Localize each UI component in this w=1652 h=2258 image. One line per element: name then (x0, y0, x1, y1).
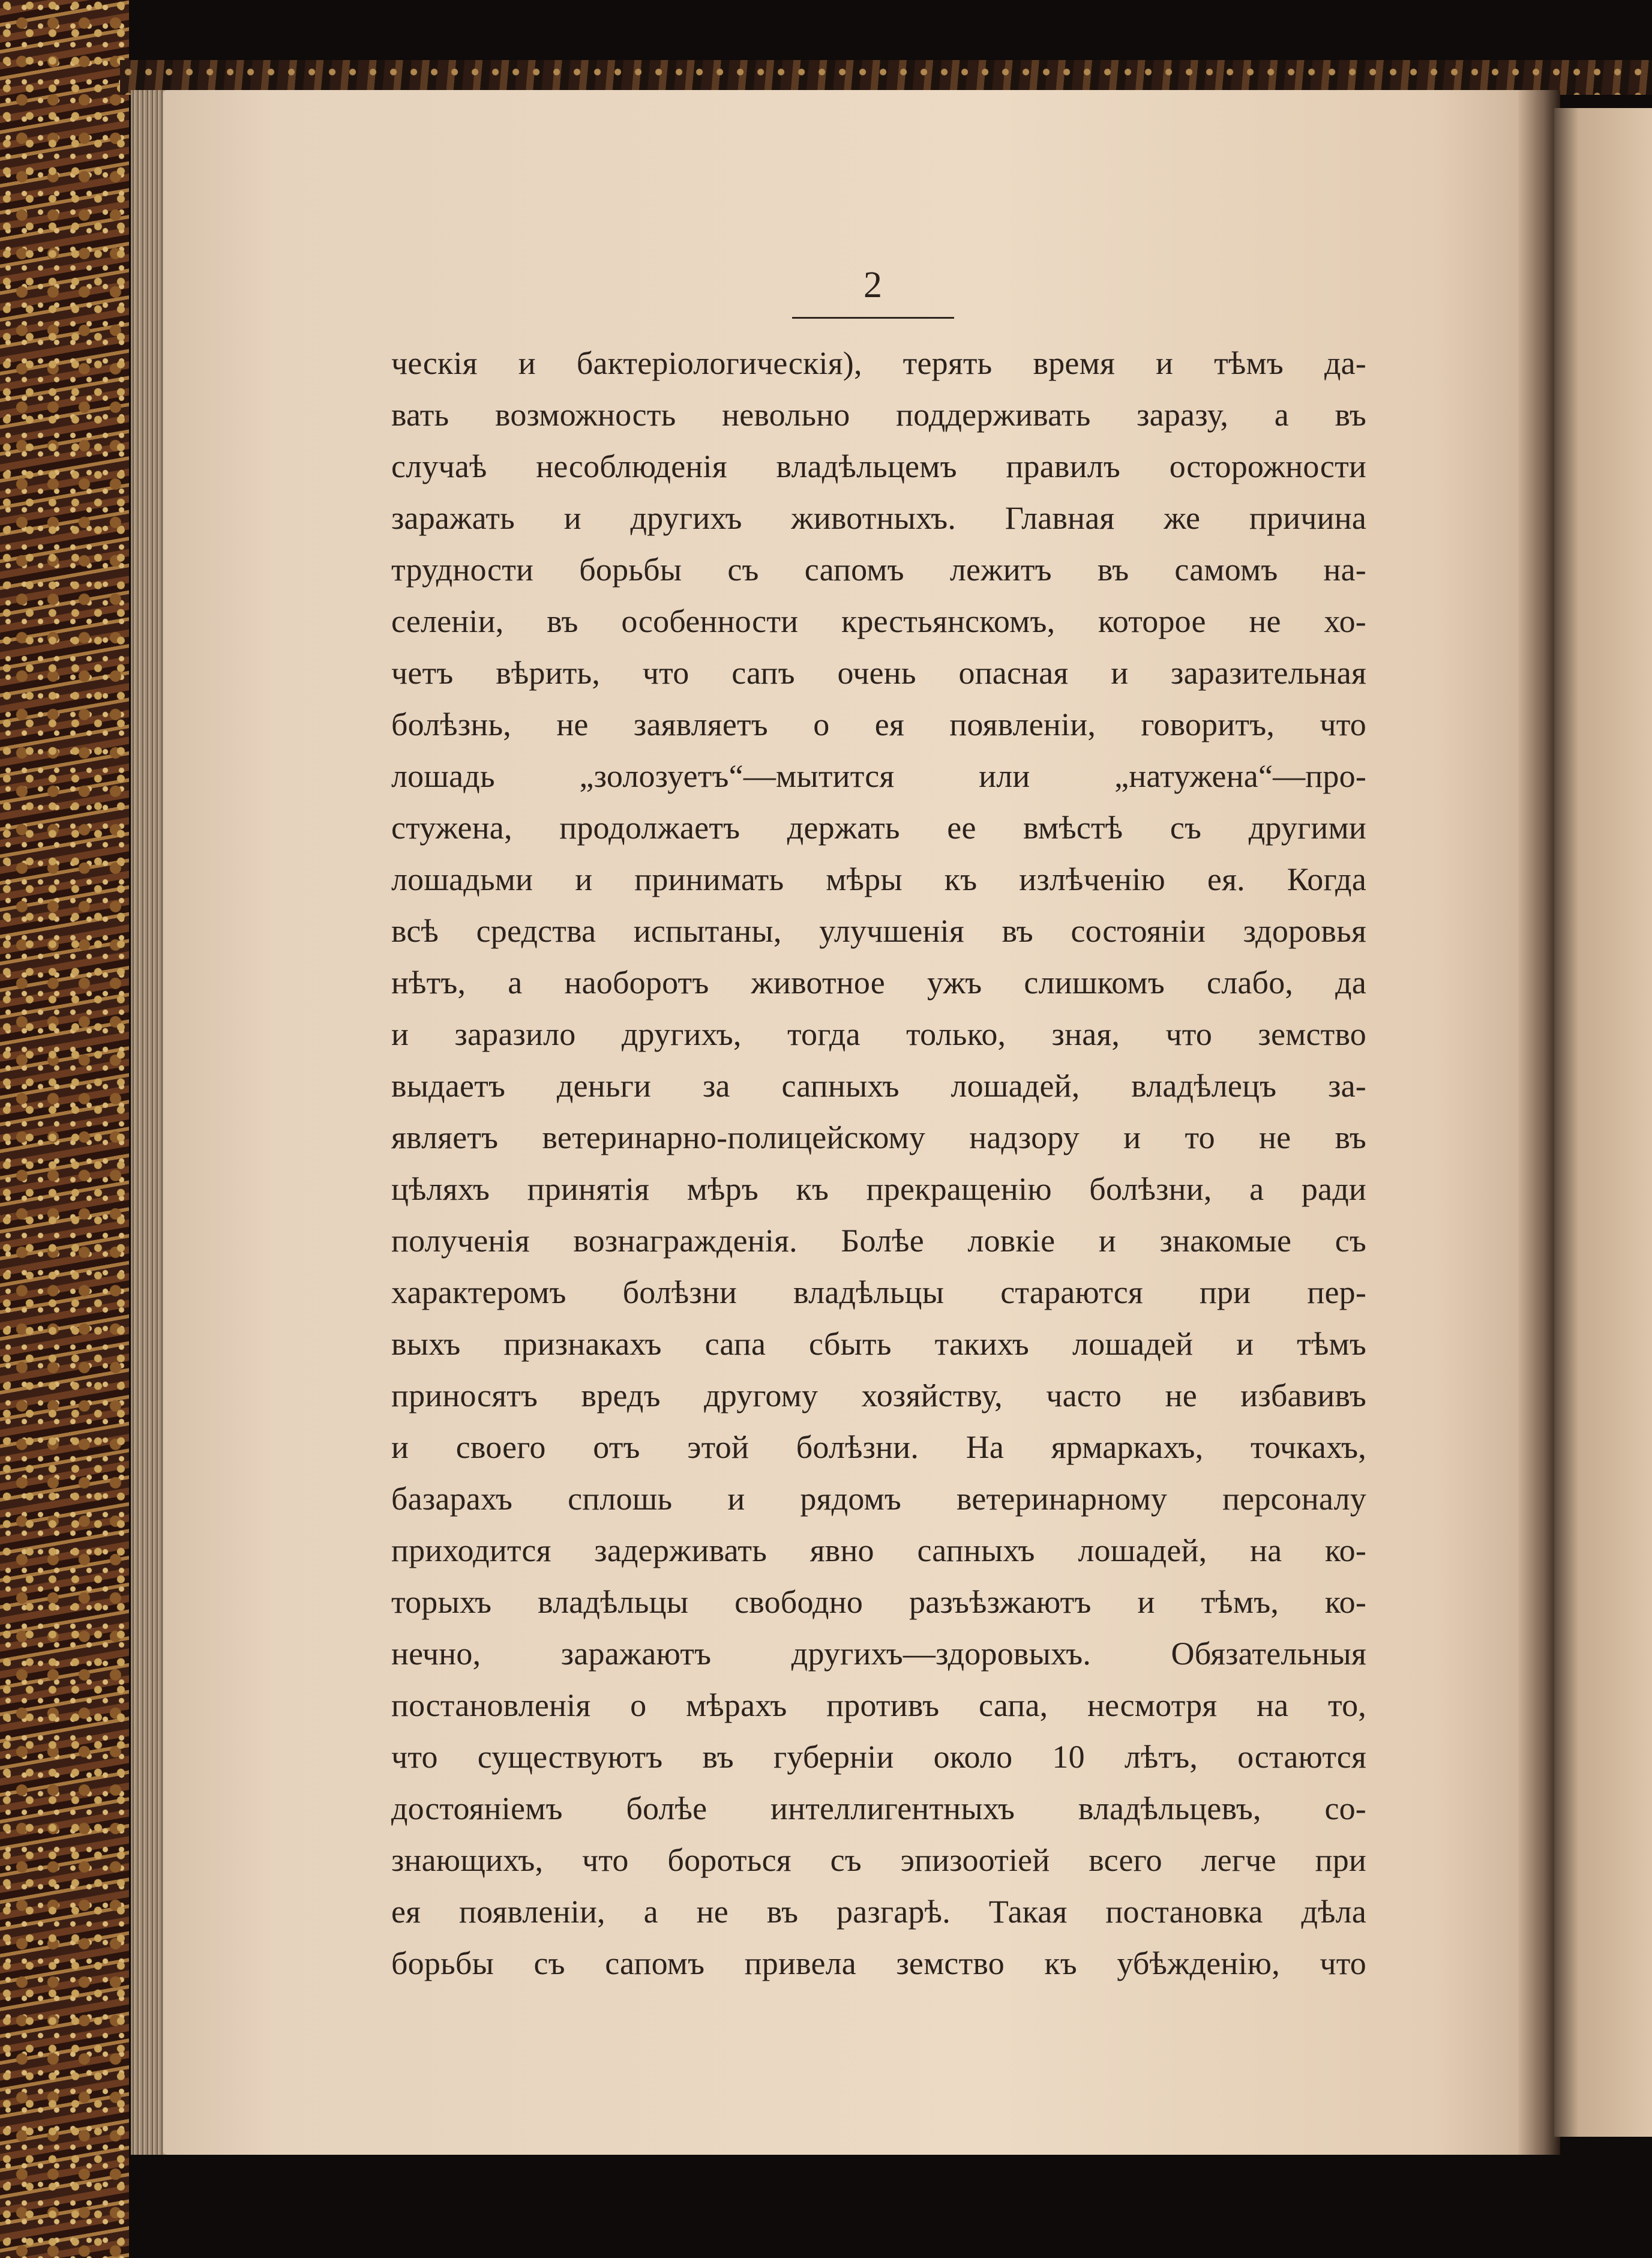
text-line: всѣ средства испытаны, улучшенія въ состояніи здоровья (391, 913, 1366, 949)
text-line: выдаетъ деньги за сапныхъ лошадей, владѣлецъ за- (391, 1068, 1366, 1104)
text-line: заражать и другихъ животныхъ. Главная же причина (391, 500, 1366, 536)
text-line: приносятъ вредъ другому хозяйству, часто не избавивъ (391, 1377, 1366, 1414)
text-line: полученія вознагражденія. Болѣе ловкіе и знакомые съ (391, 1223, 1366, 1259)
text-line: стужена, продолжаетъ держать ее вмѣстѣ съ другими (391, 810, 1366, 846)
text-line: трудности борьбы съ сапомъ лежитъ въ самомъ на- (391, 552, 1366, 588)
text-line: вать возможность невольно поддерживать заразу, а въ (391, 397, 1366, 433)
text-line: нечно, заражаютъ другихъ—здоровыхъ. Обязательныя (391, 1636, 1366, 1672)
text-line: борьбы съ сапомъ привела земство къ убѣжденію, что (391, 1945, 1366, 1981)
text-line: цѣляхъ принятія мѣръ къ прекращенію болѣзни, а ради (391, 1171, 1366, 1207)
text-line: болѣзнь, не заявляетъ о ея появленіи, говоритъ, что (391, 706, 1366, 742)
text-line: знающихъ, что бороться съ эпизоотіей всего легче при (391, 1842, 1366, 1878)
facing-page-edge (1554, 108, 1652, 2137)
text-line: базарахъ сплошь и рядомъ ветеринарному персоналу (391, 1481, 1366, 1517)
text-line: нѣтъ, а наоборотъ животное ужъ слишкомъ слабо, да (391, 965, 1366, 1001)
text-line: ческія и бактеріологическія), терять время и тѣмъ да- (391, 345, 1366, 381)
text-line: и заразило другихъ, тогда только, зная, что земство (391, 1016, 1366, 1052)
page-number-rule (792, 317, 954, 319)
text-line: что существуютъ въ губерніи около 10 лѣтъ, остаются (391, 1739, 1366, 1775)
text-line: выхъ признакахъ сапа сбыть такихъ лошадей и тѣмъ (391, 1326, 1366, 1362)
text-line: четъ вѣрить, что сапъ очень опасная и заразительная (391, 655, 1366, 691)
text-line: достояніемъ болѣе интеллигентныхъ владѣльцевъ, со- (391, 1790, 1366, 1826)
text-line: постановленія о мѣрахъ противъ сапа, несмотря на то, (391, 1687, 1366, 1723)
text-line: ея появленіи, а не въ разгарѣ. Такая постановка дѣла (391, 1894, 1366, 1930)
marbled-book-edge-left (0, 0, 129, 2258)
text-line: лошадьми и принимать мѣры къ излѣченію ея. Когда (391, 861, 1366, 897)
body-text (391, 337, 1366, 1981)
text-line: лошадь „золозуетъ“—мытится или „натужена“—про- (391, 758, 1366, 794)
text-line: характеромъ болѣзни владѣльцы стараются при пер- (391, 1274, 1366, 1310)
text-line: приходится задерживать явно сапныхъ лошадей, на ко- (391, 1532, 1366, 1568)
page-stack-edge (131, 90, 167, 2155)
text-line: являетъ ветеринарно-полицейскому надзору и то не въ (391, 1119, 1366, 1155)
text-line: селеніи, въ особенности крестьянскомъ, которое не хо- (391, 603, 1366, 639)
text-line: торыхъ владѣльцы свободно разъѣзжаютъ и тѣмъ, ко- (391, 1584, 1366, 1620)
text-line: и своего отъ этой болѣзни. На ярмаркахъ, точкахъ, (391, 1429, 1366, 1465)
text-line: случаѣ несоблюденія владѣльцемъ правилъ осторожности (391, 448, 1366, 484)
page-number: 2 (864, 265, 883, 306)
